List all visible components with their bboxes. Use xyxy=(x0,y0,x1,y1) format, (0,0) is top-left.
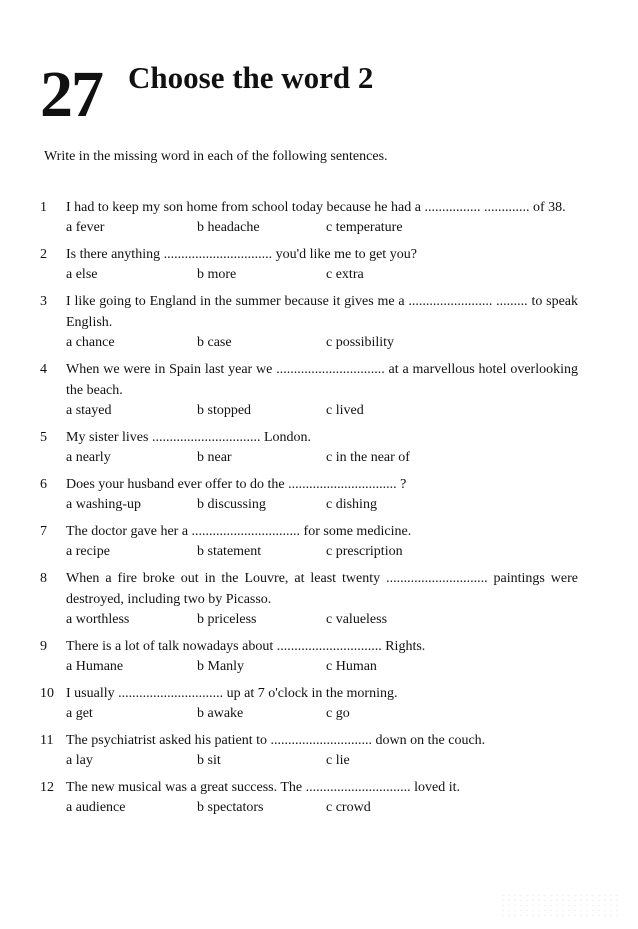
option-a: a chance xyxy=(66,335,115,350)
option-b: b stopped xyxy=(197,403,252,418)
question-text: I like going to England in the summer because it gives me a ........................ ......... to speak English. xyxy=(66,294,578,330)
question-text: The psychiatrist asked his patient to ............................. down on the couch. xyxy=(66,733,486,748)
question-9 xyxy=(0,636,638,677)
question-11 xyxy=(0,730,638,771)
question-4 xyxy=(0,359,638,421)
question-text: I usually .............................. up at 7 o'clock in the morning. xyxy=(66,686,398,701)
unit-number: 27 xyxy=(40,58,102,131)
question-1 xyxy=(0,197,638,238)
option-c: c dishing xyxy=(326,497,377,512)
options-row xyxy=(66,265,638,285)
question-text: Does your husband ever offer to do the ............................... ? xyxy=(66,477,407,492)
question-6 xyxy=(0,474,638,515)
question-text: When we were in Spain last year we ............................... at a marvellous hotel overlooking the beach. xyxy=(66,362,578,398)
scan-noise xyxy=(500,893,620,917)
option-a: a fever xyxy=(66,220,105,235)
option-a: a Humane xyxy=(66,659,124,674)
option-c: c prescription xyxy=(326,544,403,559)
options-row xyxy=(66,218,638,238)
option-a: a lay xyxy=(66,753,93,768)
option-b: b Manly xyxy=(197,659,245,674)
question-3 xyxy=(0,291,638,353)
question-2 xyxy=(0,244,638,285)
option-a: a else xyxy=(66,267,98,282)
options-row xyxy=(66,610,638,630)
instruction-text: Write in the missing word in each of the following sentences. xyxy=(44,149,388,164)
options-row xyxy=(66,751,638,771)
option-c: c possibility xyxy=(326,335,395,350)
question-text: The doctor gave her a ............................... for some medicine. xyxy=(66,524,412,539)
question-number: 7 xyxy=(40,524,47,539)
option-c: c extra xyxy=(326,267,364,282)
question-8 xyxy=(0,568,638,630)
option-a: a get xyxy=(66,706,93,721)
options-row xyxy=(66,448,638,468)
option-c: c go xyxy=(326,706,350,721)
option-b: b case xyxy=(197,335,232,350)
question-list xyxy=(0,197,638,824)
option-a: a audience xyxy=(66,800,126,815)
option-b: b discussing xyxy=(197,497,266,512)
options-row xyxy=(66,657,638,677)
option-c: c valueless xyxy=(326,612,388,627)
option-c: c in the near of xyxy=(326,450,410,465)
option-b: b priceless xyxy=(197,612,257,627)
options-row xyxy=(66,333,638,353)
question-number: 4 xyxy=(40,362,47,377)
option-c: c Human xyxy=(326,659,377,674)
option-c: c crowd xyxy=(326,800,371,815)
question-10 xyxy=(0,683,638,724)
option-b: b near xyxy=(197,450,232,465)
question-number: 1 xyxy=(40,200,47,215)
page-title: Choose the word 2 xyxy=(128,60,374,95)
question-text: My sister lives ............................... London. xyxy=(66,430,311,445)
question-number: 3 xyxy=(40,294,47,309)
options-row xyxy=(66,704,638,724)
question-number: 11 xyxy=(40,733,54,748)
option-a: a recipe xyxy=(66,544,110,559)
option-c: c lived xyxy=(326,403,364,418)
option-b: b sit xyxy=(197,753,221,768)
question-5 xyxy=(0,427,638,468)
option-b: b spectators xyxy=(197,800,264,815)
options-row xyxy=(66,401,638,421)
question-number: 12 xyxy=(40,780,54,795)
question-number: 10 xyxy=(40,686,54,701)
question-7 xyxy=(0,521,638,562)
option-a: a nearly xyxy=(66,450,111,465)
question-text: There is a lot of talk nowadays about .............................. Rights. xyxy=(66,639,426,654)
option-c: c temperature xyxy=(326,220,403,235)
option-b: b headache xyxy=(197,220,260,235)
option-b: b awake xyxy=(197,706,244,721)
option-a: a washing-up xyxy=(66,497,142,512)
question-number: 5 xyxy=(40,430,47,445)
question-text: Is there anything ............................... you'd like me to get you? xyxy=(66,247,417,262)
question-12 xyxy=(0,777,638,818)
option-a: a stayed xyxy=(66,403,112,418)
option-c: c lie xyxy=(326,753,350,768)
option-b: b more xyxy=(197,267,237,282)
options-row xyxy=(66,542,638,562)
options-row xyxy=(66,798,638,818)
question-text: I had to keep my son home from school today because he had a ................ ............. of 38. xyxy=(66,200,566,215)
option-b: b statement xyxy=(197,544,262,559)
question-number: 2 xyxy=(40,247,47,262)
question-number: 8 xyxy=(40,571,47,586)
question-number: 9 xyxy=(40,639,47,654)
question-text: The new musical was a great success. The .............................. loved it. xyxy=(66,780,460,795)
option-a: a worthless xyxy=(66,612,130,627)
question-text: When a fire broke out in the Louvre, at least twenty ............................. paintings were destroyed, including two by Picasso. xyxy=(66,571,578,607)
options-row xyxy=(66,495,638,515)
question-number: 6 xyxy=(40,477,47,492)
